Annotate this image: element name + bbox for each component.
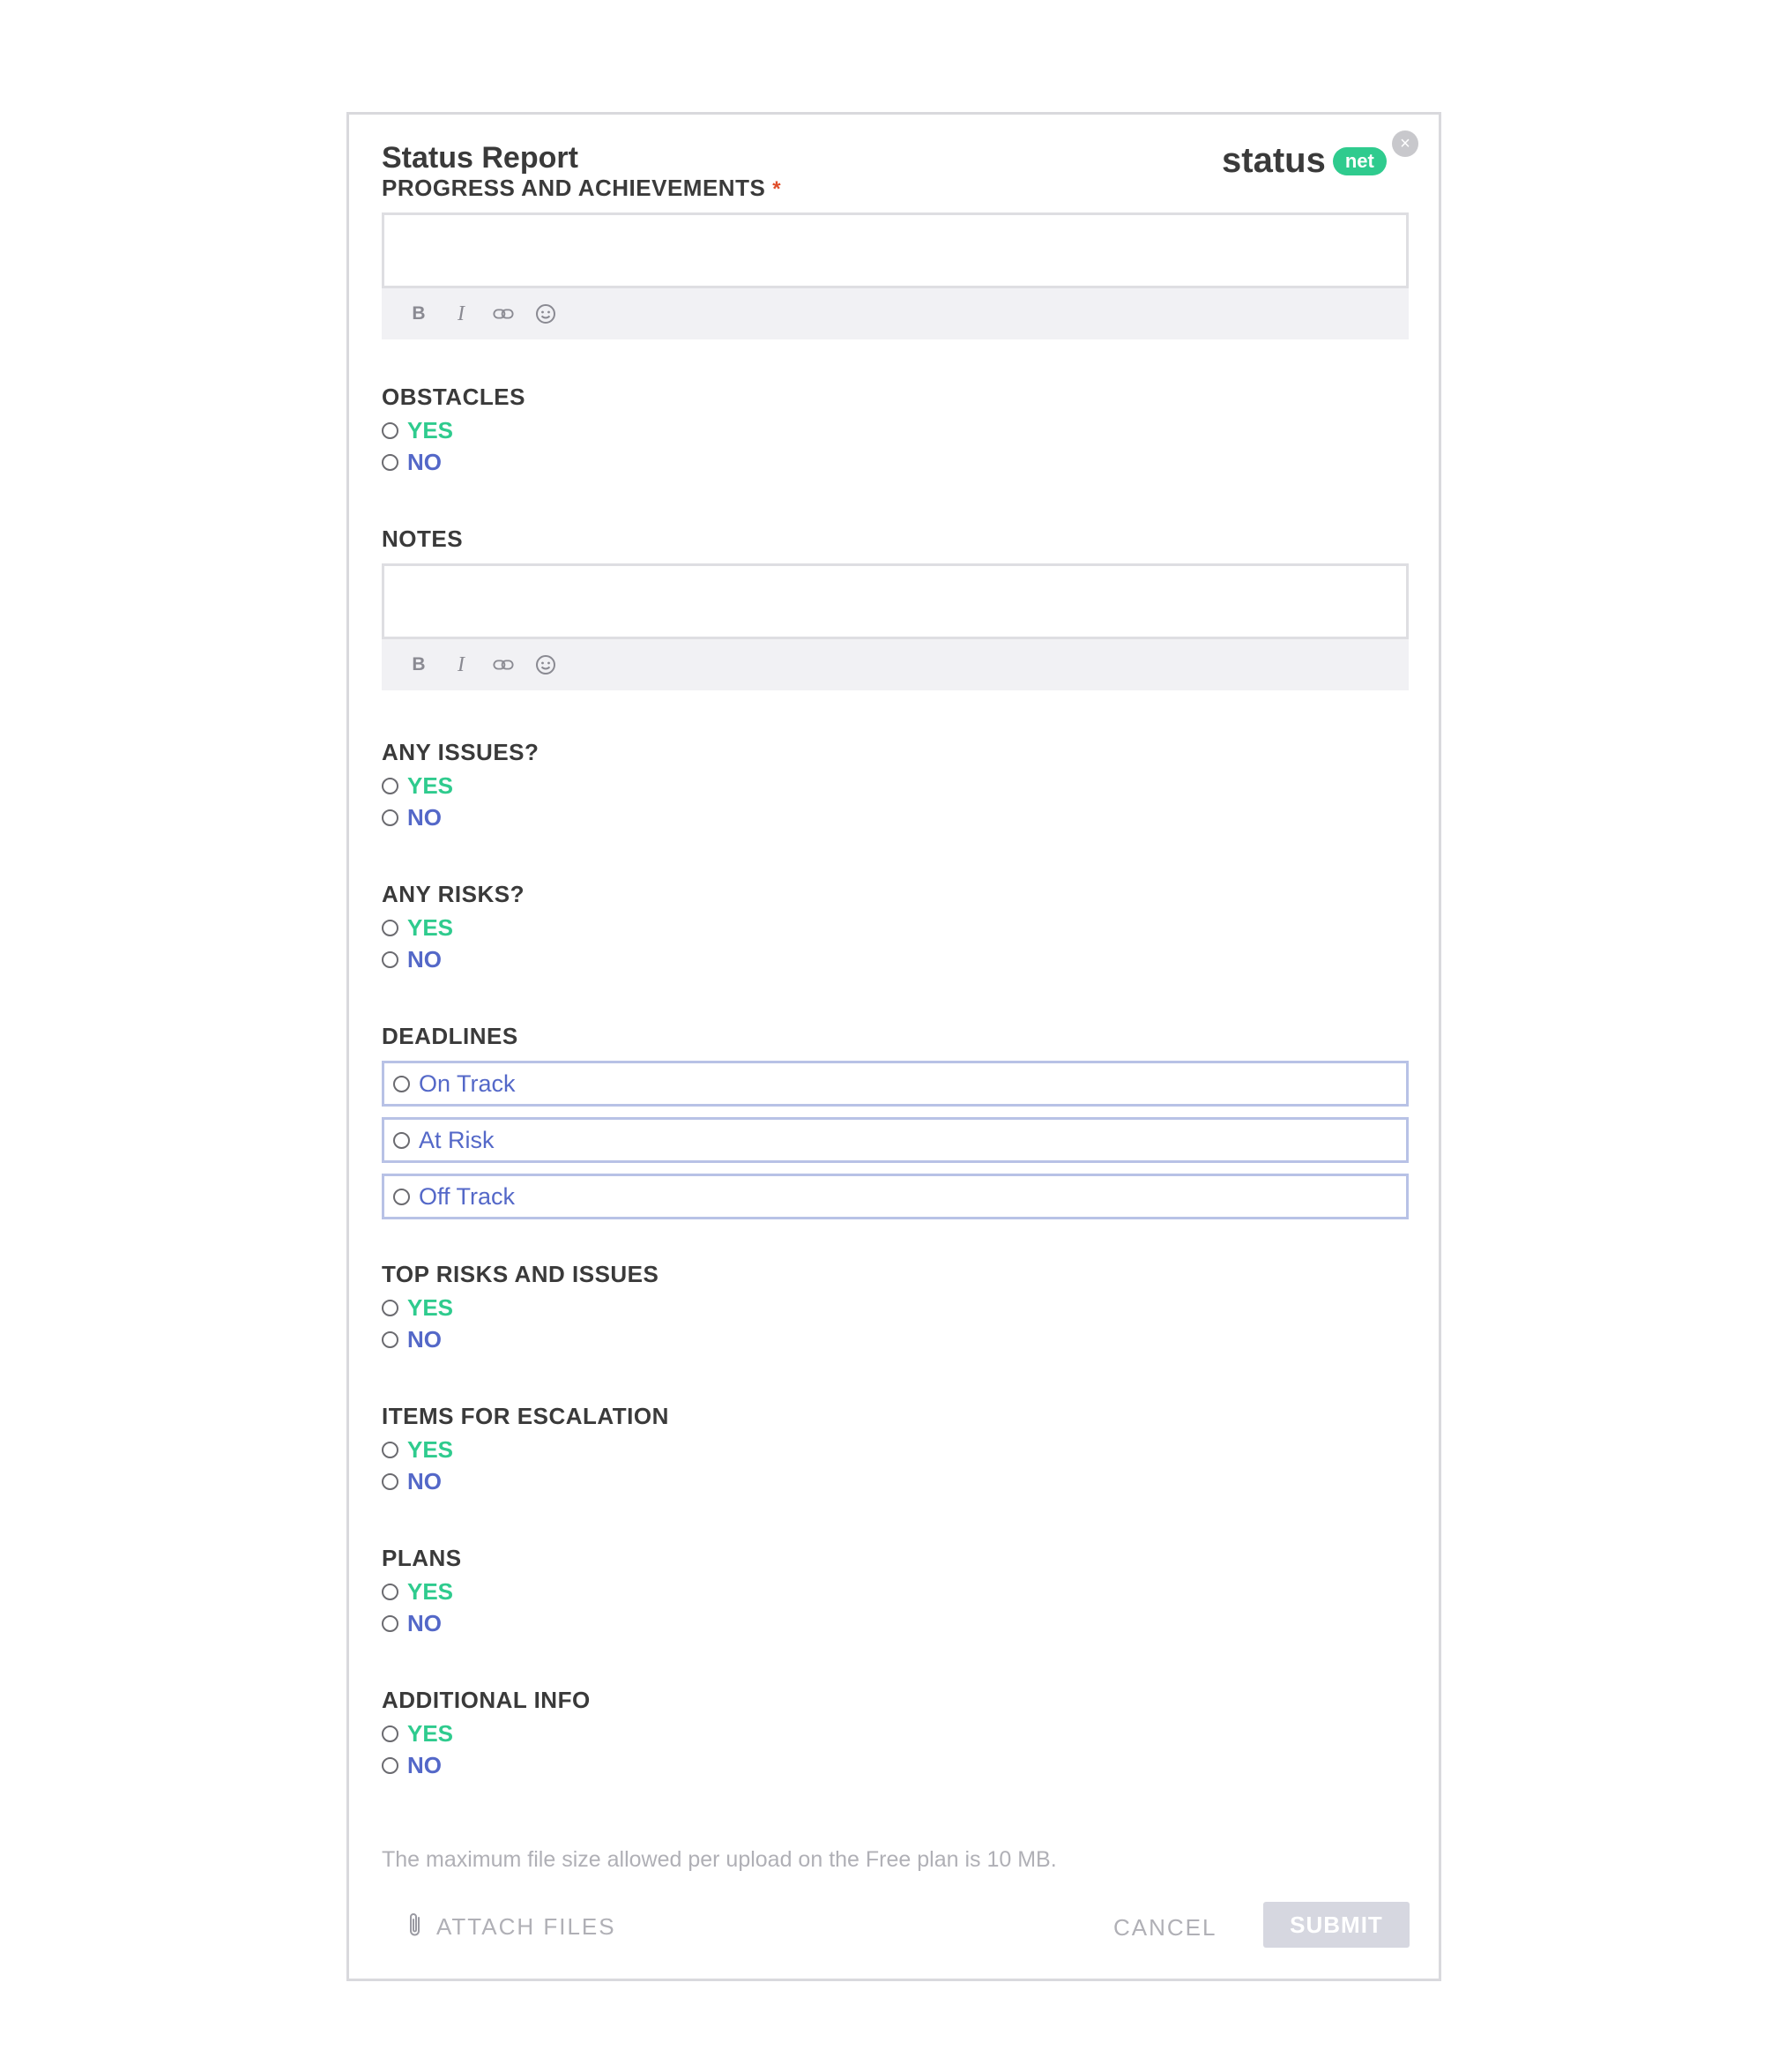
additional-info-section: [382, 1687, 1409, 1778]
issues-no-option[interactable]: [382, 805, 1409, 830]
top-risks-no-option[interactable]: [382, 1327, 1409, 1352]
status-report-form: [346, 112, 1441, 1981]
radio-button[interactable]: [382, 422, 398, 439]
radio-button[interactable]: [382, 920, 398, 936]
risks-yes-option[interactable]: [382, 915, 1409, 940]
radio-button[interactable]: [382, 1584, 398, 1600]
yes-label: YES: [407, 416, 454, 443]
top-risks-label: TOP RISKS AND ISSUES: [382, 1261, 659, 1287]
yes-label: YES: [407, 1293, 454, 1321]
plans-label: PLANS: [382, 1545, 462, 1571]
bold-icon[interactable]: B: [412, 654, 426, 675]
risks-section: [382, 881, 1409, 972]
close-icon: ×: [1400, 134, 1410, 153]
no-label: NO: [407, 1325, 442, 1353]
no-label: NO: [407, 448, 442, 475]
notes-section: [382, 525, 1409, 690]
radio-button[interactable]: [382, 1331, 398, 1348]
deadline-option-on-track[interactable]: [382, 1061, 1409, 1107]
form-title: Status Report: [382, 141, 578, 175]
additional-yes-option[interactable]: [382, 1721, 1409, 1746]
progress-toolbar: [382, 288, 1409, 339]
emoji-icon[interactable]: [535, 654, 556, 675]
emoji-icon[interactable]: [535, 303, 556, 324]
italic-icon[interactable]: I: [458, 652, 465, 676]
escalation-section: [382, 1403, 1409, 1494]
deadlines-section: [382, 1023, 1409, 1219]
progress-label: PROGRESS AND ACHIEVEMENTS: [382, 175, 766, 201]
paperclip-icon: [406, 1911, 424, 1943]
radio-button[interactable]: [382, 454, 398, 471]
progress-editor[interactable]: [382, 212, 1409, 288]
issues-label: ANY ISSUES?: [382, 739, 539, 765]
italic-icon[interactable]: I: [458, 302, 465, 325]
no-label: NO: [407, 1467, 442, 1494]
issues-section: [382, 739, 1409, 830]
additional-info-label: ADDITIONAL INFO: [382, 1687, 591, 1713]
yes-label: YES: [407, 913, 454, 941]
obstacles-no-option[interactable]: [382, 450, 1409, 474]
attach-files-label: ATTACH FILES: [436, 1913, 616, 1940]
progress-section: [382, 175, 1409, 339]
option-label: At Risk: [419, 1126, 495, 1153]
radio-button[interactable]: [393, 1189, 410, 1205]
deadline-option-off-track[interactable]: [382, 1174, 1409, 1219]
file-size-note: The maximum file size allowed per upload on the Free plan is 10 MB.: [382, 1847, 1057, 1872]
no-label: NO: [407, 1609, 442, 1636]
top-risks-section: [382, 1261, 1409, 1352]
no-label: NO: [407, 803, 442, 831]
deadlines-label: DEADLINES: [382, 1023, 518, 1049]
radio-button[interactable]: [382, 951, 398, 968]
form-footer: [382, 1902, 1413, 1949]
yes-label: YES: [407, 771, 454, 799]
deadline-option-at-risk[interactable]: [382, 1117, 1409, 1163]
option-label: On Track: [419, 1070, 516, 1097]
radio-button[interactable]: [382, 778, 398, 794]
option-label: Off Track: [419, 1182, 516, 1210]
notes-editor[interactable]: [382, 563, 1409, 639]
plans-yes-option[interactable]: [382, 1579, 1409, 1604]
radio-button[interactable]: [382, 1725, 398, 1742]
radio-button[interactable]: [382, 1300, 398, 1316]
bold-icon[interactable]: B: [412, 303, 426, 324]
escalation-yes-option[interactable]: [382, 1437, 1409, 1462]
notes-toolbar: [382, 639, 1409, 690]
no-label: NO: [407, 945, 442, 973]
cancel-button[interactable]: CANCEL: [1113, 1914, 1217, 1941]
obstacles-label: OBSTACLES: [382, 384, 525, 410]
obstacles-yes-option[interactable]: [382, 418, 1409, 443]
close-button[interactable]: [1392, 130, 1418, 157]
radio-button[interactable]: [382, 1757, 398, 1774]
yes-label: YES: [407, 1577, 454, 1605]
plans-section: [382, 1545, 1409, 1636]
additional-no-option[interactable]: [382, 1753, 1409, 1778]
obstacles-section: [382, 384, 1409, 474]
radio-button[interactable]: [393, 1132, 410, 1149]
yes-label: YES: [407, 1719, 454, 1747]
issues-yes-option[interactable]: [382, 773, 1409, 798]
radio-button[interactable]: [382, 1615, 398, 1632]
radio-button[interactable]: [382, 1473, 398, 1490]
escalation-label: ITEMS FOR ESCALATION: [382, 1403, 669, 1429]
link-icon[interactable]: [493, 303, 514, 324]
attach-files-button[interactable]: [406, 1911, 616, 1943]
logo-pill: net: [1333, 147, 1387, 175]
no-label: NO: [407, 1751, 442, 1778]
notes-label: NOTES: [382, 525, 464, 552]
radio-button[interactable]: [382, 1442, 398, 1458]
risks-no-option[interactable]: [382, 947, 1409, 972]
logo-word: status: [1222, 141, 1326, 180]
submit-button[interactable]: SUBMIT: [1263, 1902, 1410, 1948]
link-icon[interactable]: [493, 654, 514, 675]
plans-no-option[interactable]: [382, 1611, 1409, 1636]
yes-label: YES: [407, 1435, 454, 1463]
required-marker: *: [772, 177, 782, 201]
risks-label: ANY RISKS?: [382, 881, 525, 907]
escalation-no-option[interactable]: [382, 1469, 1409, 1494]
radio-button[interactable]: [393, 1076, 410, 1092]
radio-button[interactable]: [382, 809, 398, 826]
top-risks-yes-option[interactable]: [382, 1295, 1409, 1320]
